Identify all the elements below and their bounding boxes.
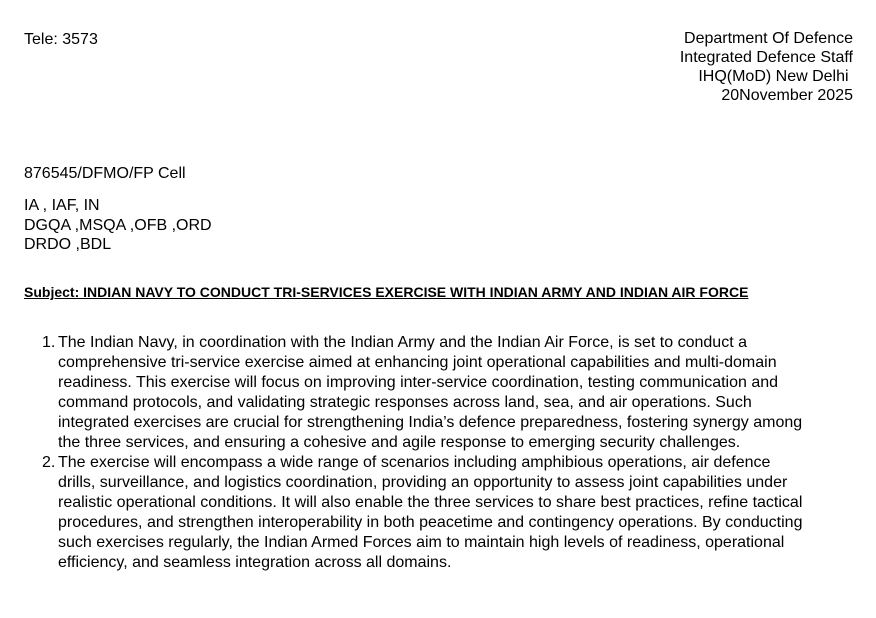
addressee-list <box>24 196 212 255</box>
paragraph-text: The Indian Navy, in coordination with the Indian Army and the Indian Air Force, is set to conduct a comprehensive tri-service exercise aimed at enhancing joint operational capabilities and multi-domain readiness. This exercise will focus on improving inter-service coordination, testing communication and command protocols, and validating strategic responses across land, sea, and air operations. Such integrated exercises are crucial for strengthening India’s defence preparedness, fostering synergy among the three services, and ensuring a cohesive and agile response to emerging security challenges. <box>58 334 803 451</box>
telephone-number: Tele: 3573 <box>24 31 98 48</box>
sender-address <box>680 29 853 105</box>
addressee-line: DRDO ,BDL <box>24 236 112 253</box>
address-line-department: Department Of Defence <box>684 30 853 47</box>
paragraph-item <box>24 333 804 453</box>
paragraph-item <box>24 453 804 573</box>
addressee-line: DGQA ,MSQA ,OFB ,ORD <box>24 216 212 234</box>
address-line-staff: Integrated Defence Staff <box>679 49 853 66</box>
reference-number: 876545/DFMO/FP Cell <box>24 165 186 182</box>
paragraph-number: 2. <box>42 454 56 471</box>
address-line-location: IHQ(MoD) New Delhi <box>698 68 853 85</box>
addressee-line: IA , IAF, IN <box>24 197 100 214</box>
paragraph-number: 1. <box>42 334 56 351</box>
document-date: 20November 2025 <box>721 87 853 104</box>
paragraph-text: The exercise will encompass a wide range of scenarios including amphibious operations, air defence drills, surveillance, and logistics coordination, providing an opportunity to assess joint capabilities under realistic operational conditions. It will also enable the three services to share best practices, refine tactical procedures, and strengthen interoperability in both peacetime and contingency operations. By conducting such exercises regularly, the Indian Armed Forces aim to maintain high levels of readiness, operational efficiency, and seamless integration across all domains. <box>58 454 803 571</box>
paragraph-list <box>24 333 804 573</box>
subject-line: Subject: INDIAN NAVY TO CONDUCT TRI-SERVICES EXERCISE WITH INDIAN ARMY AND INDIAN AIR FORCE <box>24 284 749 300</box>
